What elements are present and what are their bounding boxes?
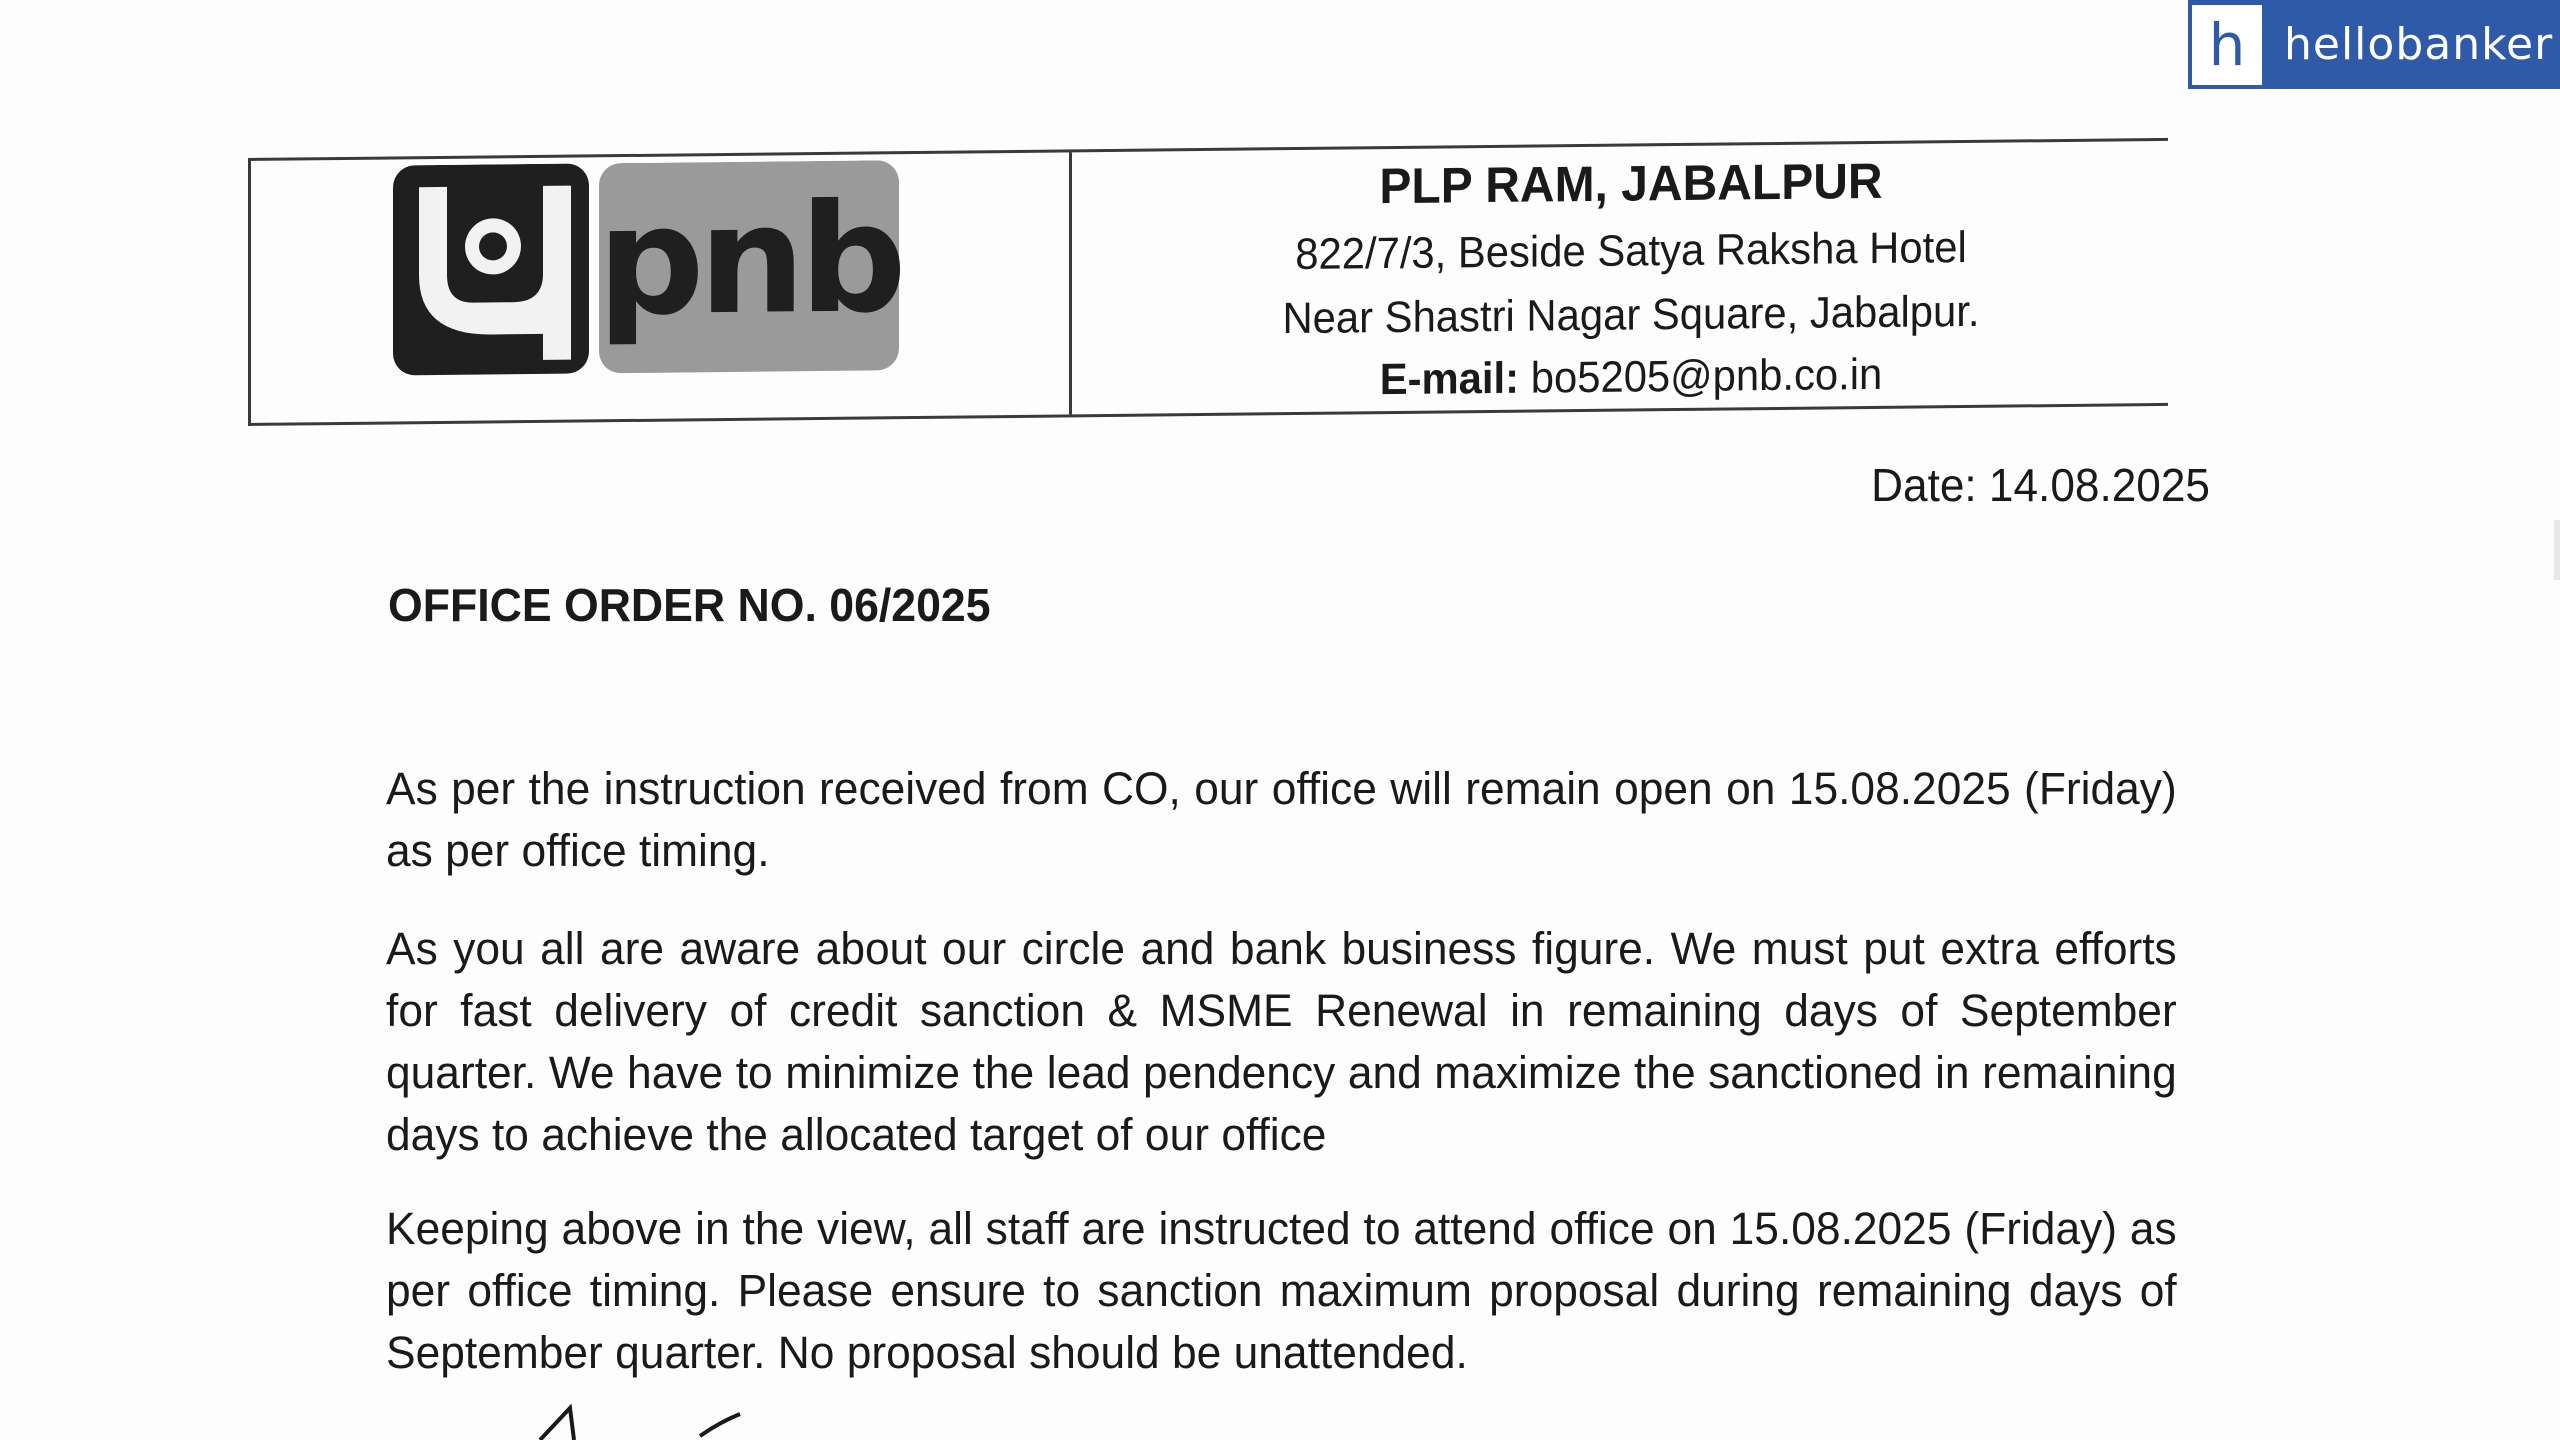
hellobanker-logo-letter: h <box>2208 10 2246 79</box>
office-email <box>1156 348 2106 408</box>
order-date: Date: 14.08.2025 <box>1871 459 2210 511</box>
pnb-logo-graphic <box>393 160 913 385</box>
address-line-2: Near Shastri Nagar Square, Jabalpur. <box>1282 286 1980 344</box>
office-address-block <box>1131 141 2131 407</box>
email-label: E-mail: <box>1379 353 1520 405</box>
paragraph-2: As you all are aware about our circle and bank business figure. We must put extra efforts for fast delivery of credit sanction & MSME Renewal in remaining days of September quarter. We have to minimize the lead pendency and maximize the sanctioned in remaining days to achieve the allocated target of our office <box>386 923 2177 1160</box>
paragraph-3: Keeping above in the view, all staff are instructed to attend office on 15.08.2025 (Friday) as per office timing. Please ensure to sanction maximum proposal during remaining days of September quarter. No proposal should be unattended. <box>386 1203 2177 1378</box>
email-value: bo5205@pnb.co.in <box>1530 349 1883 403</box>
pnb-logo-icon <box>393 160 913 385</box>
paragraph-1: As per the instruction received from CO, our office will remain open on 15.08.2025 (Friday) as per office timing. <box>386 763 2177 876</box>
letterhead-box <box>248 138 2168 426</box>
hellobanker-watermark <box>2185 0 2560 92</box>
hellobanker-logo-icon <box>2192 5 2262 85</box>
hellobanker-brand-text: hellobanker <box>2284 19 2554 70</box>
address-line-1: 822/7/3, Beside Satya Raksha Hotel <box>1295 223 1967 280</box>
order-title: OFFICE ORDER NO. 06/2025 <box>388 579 991 631</box>
office-name: PLP RAM, JABALPUR <box>1379 152 1883 215</box>
page-edge-mark <box>2554 520 2560 580</box>
signature-fragment-icon <box>500 1400 760 1440</box>
letterhead-divider <box>1069 152 1072 414</box>
pnb-logo-text: pnb <box>597 172 901 350</box>
